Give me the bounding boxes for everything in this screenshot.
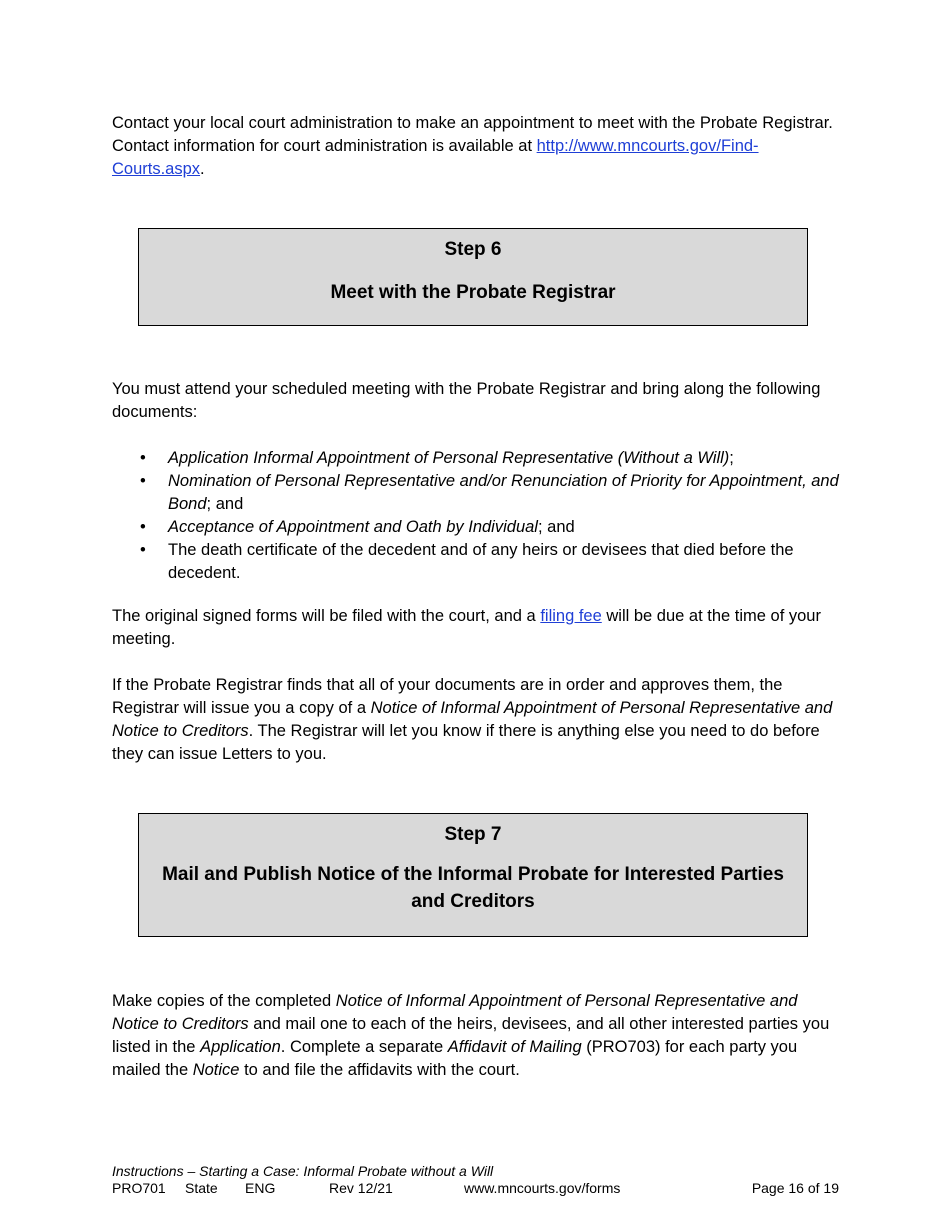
step6-box: [138, 228, 808, 326]
mailing-text: . Complete a separate: [280, 1038, 448, 1056]
page-footer: [112, 1163, 839, 1197]
list-item: [112, 470, 852, 516]
filing-paragraph: [112, 605, 840, 651]
footer-state: State: [185, 1180, 218, 1196]
filing-text: The original signed forms will be filed with the court, and a: [112, 607, 541, 625]
list-item-text: ;: [729, 449, 734, 467]
footer-form-number: PRO701: [112, 1180, 166, 1196]
list-item-text: ; and: [537, 518, 575, 536]
meeting-lead-text: You must attend your scheduled meeting with the Probate Registrar and bring along the following documents:: [112, 380, 821, 421]
filing-text-end: will be due at the time of your meeting.: [112, 607, 821, 648]
list-item-italic: Application Informal Appointment of Personal Representative (Without a Will): [168, 449, 730, 467]
step6-title: Meet with the Probate Registrar: [330, 282, 616, 303]
footer-page-number: Page 16 of 19: [751, 1180, 839, 1196]
approval-notice-title: Notice of Informal Appointment of Personal Representative and Notice to Creditors: [112, 699, 833, 740]
footer-revision: Rev 12/21: [329, 1180, 393, 1196]
filing-fee-link[interactable]: filing fee: [540, 607, 602, 625]
mailing-application: Application: [200, 1038, 281, 1056]
mailing-notice-title: Notice of Informal Appointment of Personal Representative and Notice to Creditors: [112, 992, 798, 1033]
approval-text: If the Probate Registrar finds that all of your documents are in order and approves them, the Registrar will issue you a copy of a: [112, 676, 783, 717]
intro-paragraph: [112, 112, 840, 181]
mailing-text: Make copies of the completed: [112, 992, 336, 1010]
list-item: [112, 539, 852, 585]
list-item-text: The death certificate of the decedent and of any heirs or devisees that died before the decedent.: [168, 541, 794, 582]
step7-box: [138, 813, 808, 937]
list-item: [112, 447, 852, 470]
mailing-text: and mail one to each of the heirs, devisees, and all other interested parties you listed in the: [112, 1015, 830, 1056]
footer-language: ENG: [245, 1180, 276, 1196]
step7-number: Step 7: [444, 824, 502, 845]
footer-url: www.mncourts.gov/forms: [464, 1180, 621, 1196]
mailing-text: to and file the affidavits with the court.: [239, 1061, 520, 1079]
list-item-italic: Nomination of Personal Representative and/or Renunciation of Priority for Appointment, and Bond: [168, 472, 839, 513]
step7-title: Mail and Publish Notice of the Informal Probate for Interested Parties and Creditors: [162, 864, 784, 912]
mailing-text: (PRO703) for each party you mailed the: [112, 1038, 798, 1079]
footer-title: Instructions – Starting a Case: Informal Probate without a Will: [112, 1163, 494, 1179]
approval-text-end: . The Registrar will let you know if there is anything else you need to do before they can issue Letters to you.: [112, 722, 820, 763]
step6-number: Step 6: [444, 239, 502, 260]
documents-list: [112, 447, 852, 585]
meeting-lead: [112, 378, 840, 424]
intro-period: .: [200, 160, 205, 178]
approval-paragraph: [112, 674, 840, 766]
find-courts-link[interactable]: http://www.mncourts.gov/Find-Courts.aspx: [112, 137, 759, 178]
list-item-italic: Acceptance of Appointment and Oath by Individual: [168, 518, 538, 536]
mailing-paragraph: [112, 990, 840, 1082]
list-item: [112, 516, 852, 539]
mailing-notice: Notice: [192, 1061, 240, 1079]
mailing-affidavit: Affidavit of Mailing: [447, 1038, 582, 1056]
footer-meta: [112, 1180, 839, 1197]
intro-text: Contact your local court administration to make an appointment to meet with the Probate Registrar. Contact information for court administration is available at: [112, 114, 833, 155]
list-item-text: ; and: [206, 495, 244, 513]
